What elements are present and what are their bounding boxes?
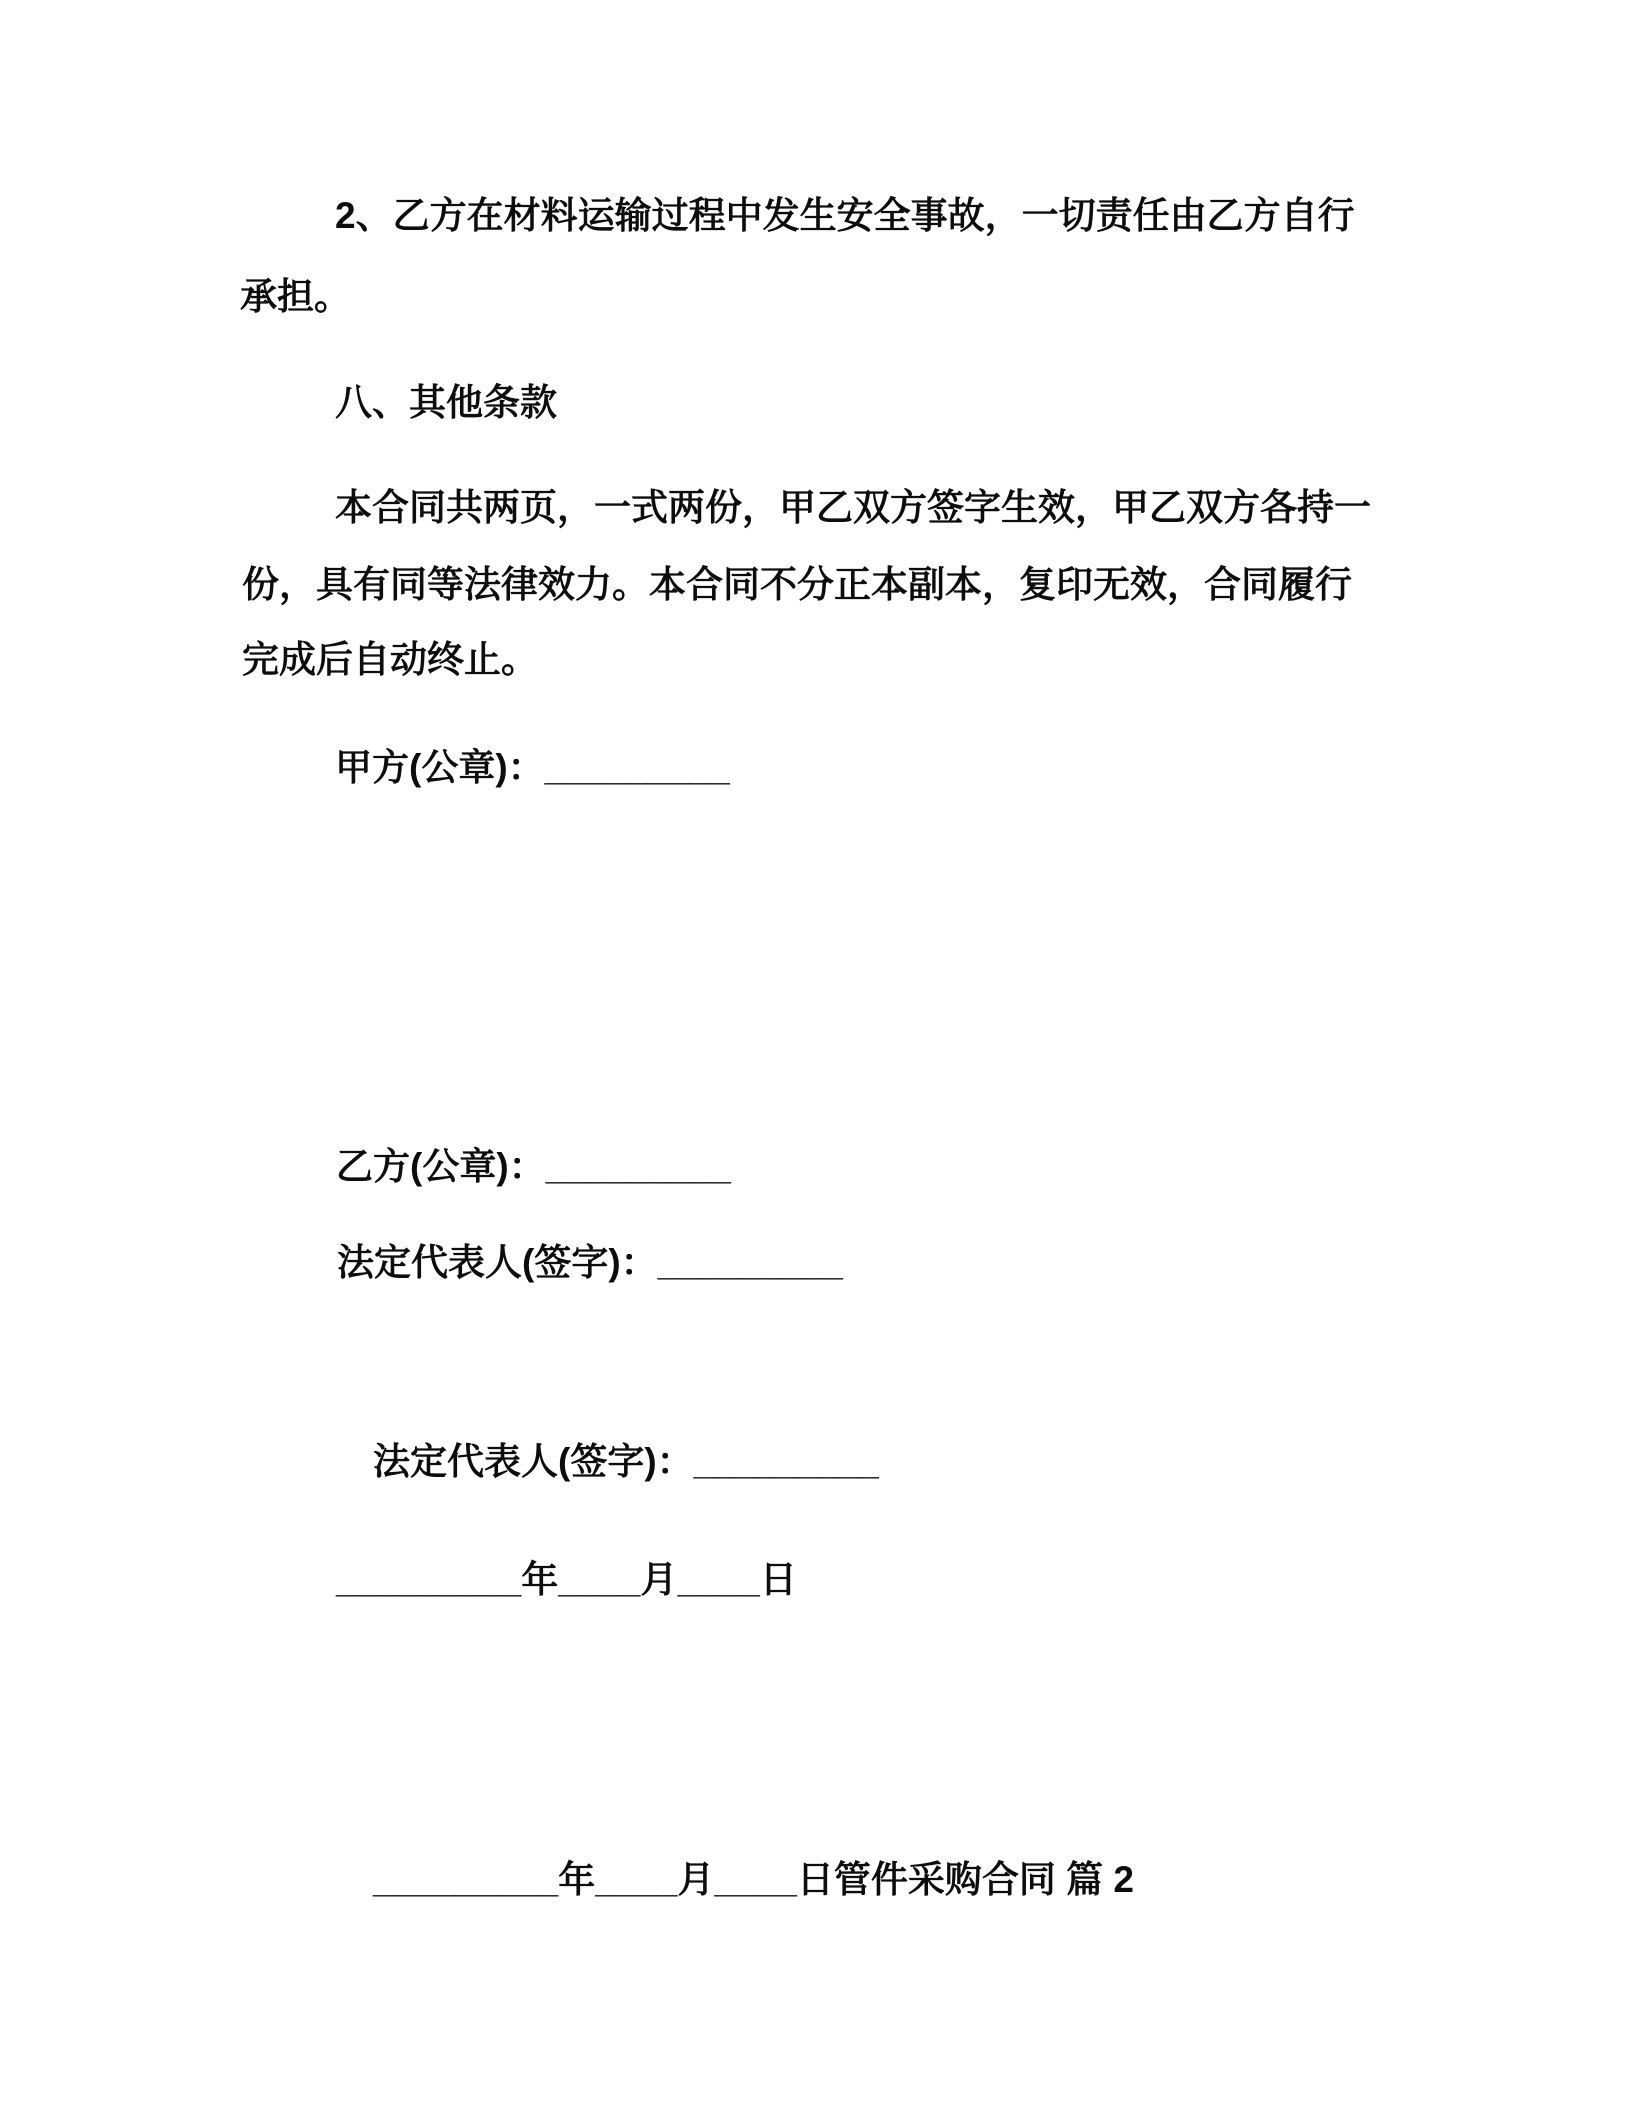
legal-representative-signature-line-1: 法定代表人(签字)：_________ <box>337 1242 843 1283</box>
legal-representative-signature-line-2: 法定代表人(签字)：_________ <box>373 1441 879 1482</box>
clause-2-line-1: 2、乙方在材料运输过程中发生安全事故，一切责任由乙方自行 <box>335 195 1355 236</box>
date-blank-line-1: _________年____月____日 <box>336 1559 797 1600</box>
date-blank-line-2-with-next-section-title: _________年____月____日管件采购合同 篇 2 <box>373 1859 1134 1900</box>
party-b-seal-blank-line: 乙方(公章)：_________ <box>336 1146 731 1187</box>
party-a-seal-blank-line: 甲方(公章)：_________ <box>335 747 730 788</box>
section-8-heading: 八、其他条款 <box>335 382 557 423</box>
clause-2-line-2: 承担。 <box>240 276 351 317</box>
other-terms-line-2: 份，具有同等法律效力。本合同不分正本副本，复印无效，合同履行 <box>242 564 1352 605</box>
other-terms-line-3: 完成后自动终止。 <box>242 639 538 680</box>
other-terms-line-1: 本合同共两页，一式两份，甲乙双方签字生效，甲乙双方各持一 <box>335 487 1371 528</box>
